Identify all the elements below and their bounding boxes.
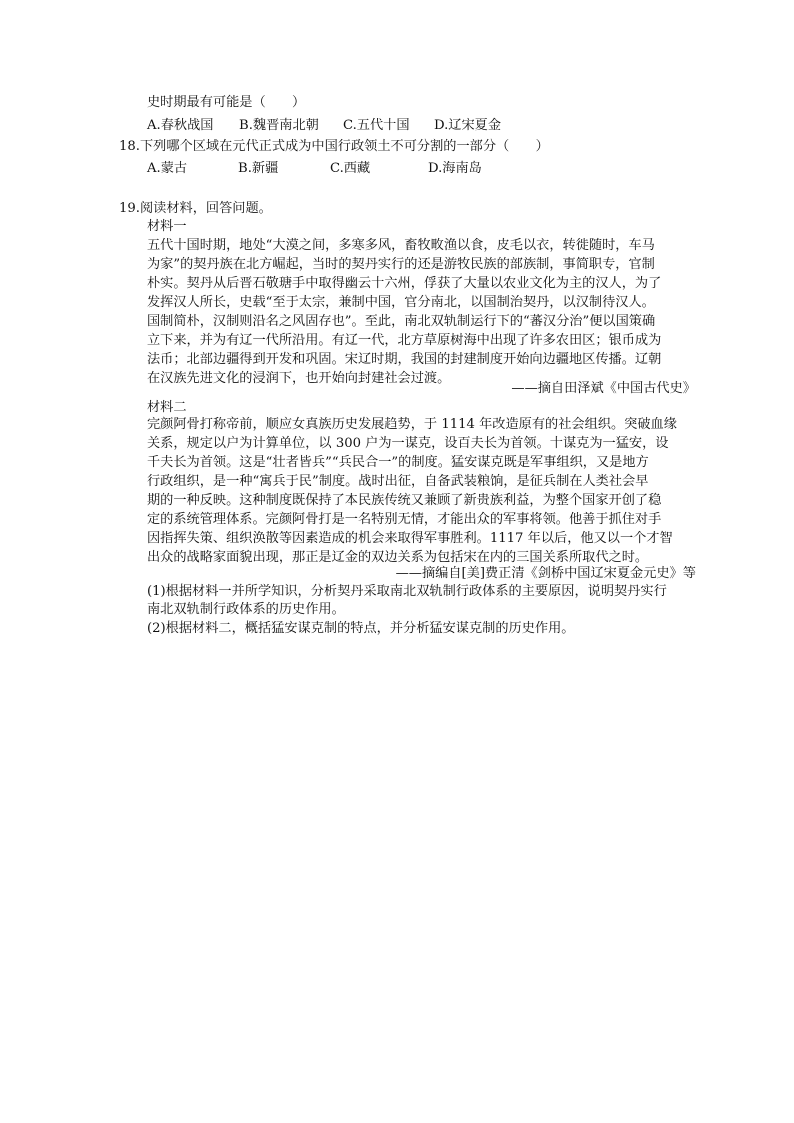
material-2-line: 千夫长为首领。这是“壮者皆兵”“兵民合一”的制度。猛安谋克既是军事组织，又是地方	[147, 455, 649, 470]
q17-option-b: B.魏晋南北朝	[239, 118, 319, 133]
material-2-line: 关系，规定以户为计算单位，以 300 户为一谋克，设百夫长为首领。十谋克为一猛安，设	[147, 436, 669, 451]
material-2-line: 出众的战略家面貌出现，那正是辽金的双边关系为包括宋在内的三国关系所取代之时。	[147, 550, 649, 565]
material-2-source: ——摘编自[美]费正清《剑桥中国辽宋夏金元史》等	[395, 566, 696, 581]
sub-question-1-cont: 南北双轨制行政体系的历史作用。	[147, 602, 345, 617]
q17-options	[147, 117, 501, 135]
material-2-line: 定的系统管理体系。完颜阿骨打是一名特别无情，才能出众的军事将领。他善于抓住对手	[147, 512, 662, 527]
material-2-line: 行政组织，是一种“寓兵于民”制度。战时出征，自备武装粮饷，是征兵制在人类社会早	[147, 474, 649, 489]
sub-question-1: (1)根据材料一并所学知识，分析契丹采取南北双轨制行政体系的主要原因，说明契丹实行	[147, 584, 667, 599]
material-1-title: 材料一	[147, 219, 187, 234]
q18-stem: 18.下列哪个区域在元代正式成为中国行政领土不可分割的一部分（ ）	[119, 139, 549, 154]
q18-options	[147, 160, 482, 178]
sub-question-2: (2)根据材料二，概括猛安谋克制的特点，并分析猛安谋克制的历史作用。	[147, 621, 575, 636]
material-1-line: 在汉族先进文化的浸润下，也开始向封建社会过渡。	[147, 371, 451, 386]
q18-option-b: B.新疆	[238, 161, 279, 176]
material-1-source: ——摘自田泽斌《中国古代史》	[511, 381, 696, 396]
material-1-line: 朴实。契丹从后晋石敬瑭手中取得幽云十六州，俘获了大量以农业文化为主的汉人，为了	[147, 276, 662, 291]
material-1-line: 法币；北部边疆得到开发和巩固。宋辽时期，我国的封建制度开始向边疆地区传播。辽朝	[147, 352, 662, 367]
material-1-line: 为家”的契丹族在北方崛起，当时的契丹实行的还是游牧民族的部族制，事简职专，官制	[147, 257, 655, 272]
material-2-title: 材料二	[147, 400, 187, 415]
q18-option-d: D.海南岛	[428, 161, 482, 176]
material-1-line: 五代十国时期，地处“大漠之间，多寒多风，畜牧畋渔以食，皮毛以衣，转徙随时，车马	[147, 238, 655, 253]
q17-option-c: C.五代十国	[343, 118, 410, 133]
material-2-line: 期的一种反映。这种制度既保持了本民族传统又兼顾了新贵族利益，为整个国家开创了稳	[147, 493, 662, 508]
q17-option-d: D.辽宋夏金	[434, 118, 502, 133]
q19-stem: 19.阅读材料，回答问题。	[119, 201, 272, 216]
material-1-line: 国制简朴，汉制则沿名之风固存也”。至此，南北双轨制运行下的“蕃汉分治”便以国策确	[147, 314, 656, 329]
q18-option-a: A.蒙古	[147, 161, 188, 176]
material-2-line: 因指挥失策、组织涣散等因素造成的机会来取得军事胜利。1117 年以后，他又以一个才智	[147, 531, 673, 546]
material-1-line: 立下来，并为有辽一代所沿用。有辽一代，北方草原树海中出现了许多农田区；银币成为	[147, 333, 662, 348]
q17-option-a: A.春秋战国	[147, 118, 214, 133]
material-1-line: 发挥汉人所长，史载“至于太宗，兼制中国，官分南北，以国制治契丹，以汉制待汉人。	[147, 295, 655, 310]
q18-option-c: C.西藏	[330, 161, 371, 176]
material-2-line: 完颜阿骨打称帝前，顺应女真族历史发展趋势，于 1114 年改造原有的社会组织。突破血缘	[147, 417, 677, 432]
q17-stem-tail: 史时期最有可能是（ ）	[147, 95, 306, 110]
